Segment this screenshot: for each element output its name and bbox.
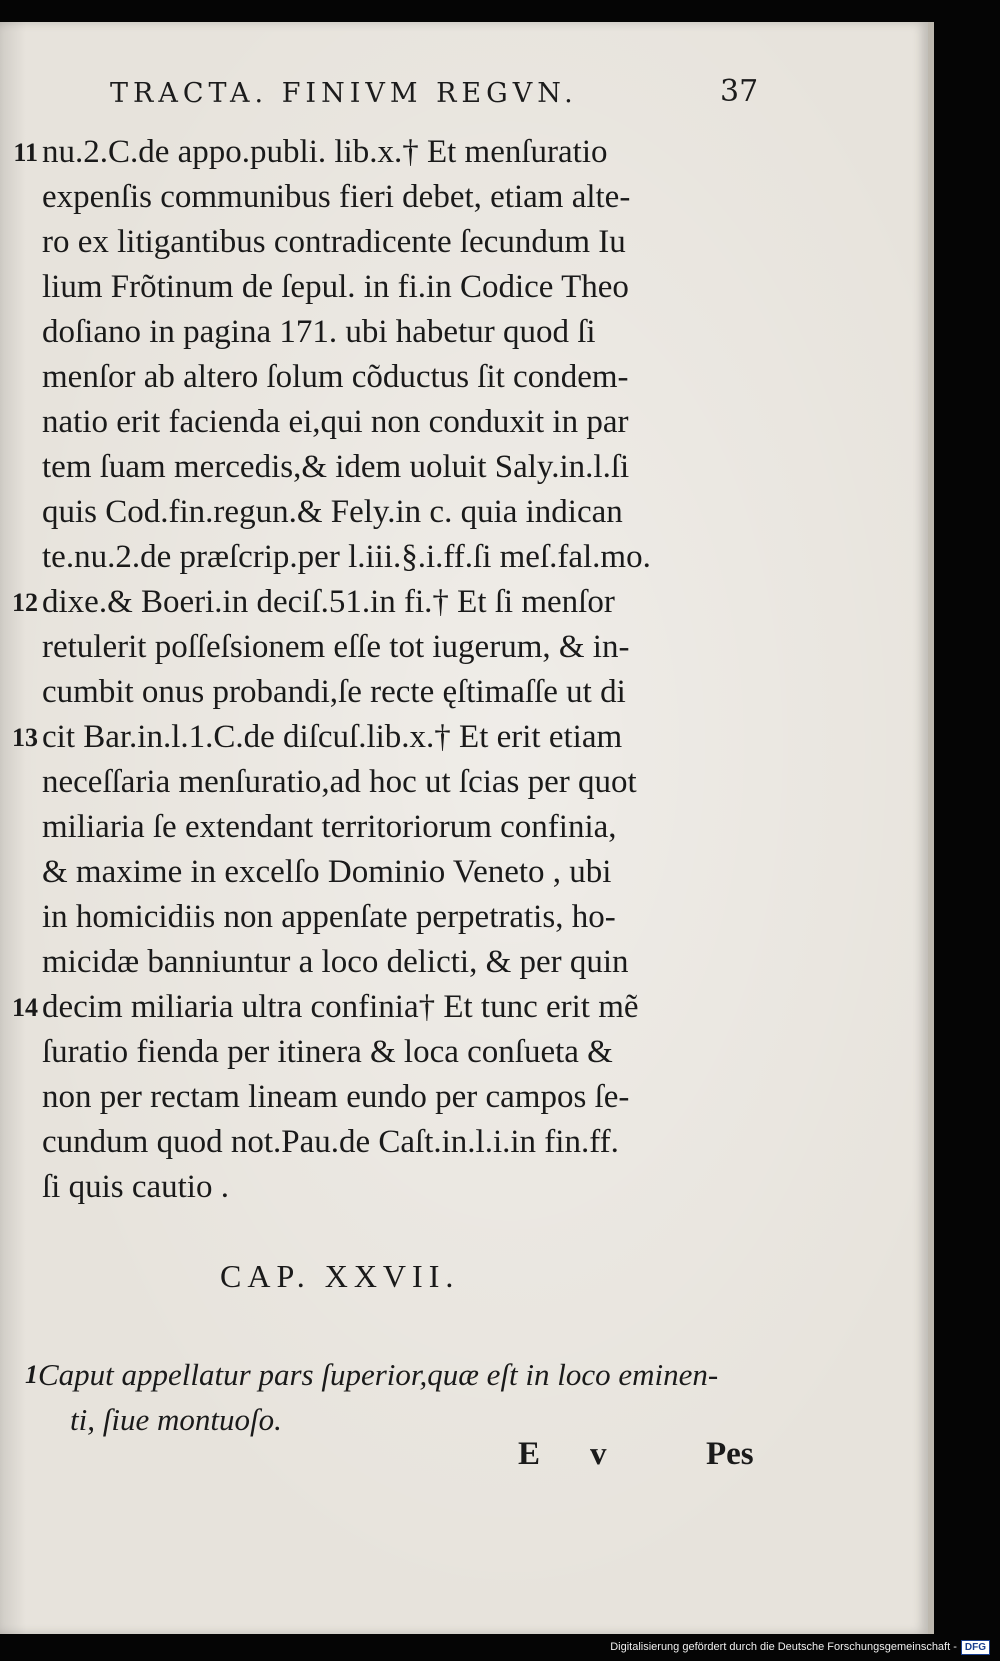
text-line <box>42 535 782 580</box>
line-text: cumbit onus probandi,ſe recte ęſtimaſſe ut di <box>42 674 626 710</box>
text-line <box>42 625 782 670</box>
line-text: & maxime in excelſo Dominio Veneto , ubi <box>42 854 612 890</box>
line-text: doſiano in pagina 171. ubi habetur quod ſi <box>42 314 596 350</box>
text-line <box>42 220 782 265</box>
chapter-heading: CAP. XXVII. <box>220 1258 460 1294</box>
page-number: 37 <box>720 74 759 109</box>
line-text: lium Frõtinum de ſepul. in fi.in Codice Theo <box>42 269 629 305</box>
line-text: tem ſuam mercedis,& idem uoluit Saly.in.l.ſi <box>42 449 630 485</box>
line-text: ti, ſiue montuoſo. <box>70 1402 282 1437</box>
line-text: te.nu.2.de præſcrip.per l.iii.§.i.ff.ſi meſ.fal.mo. <box>42 539 651 575</box>
line-text: non per rectam lineam eundo per campos ſe- <box>42 1079 630 1115</box>
line-text: retulerit poſſeſsionem eſſe tot iugerum, & in- <box>42 629 630 665</box>
dfg-logo: DFG <box>961 1640 990 1655</box>
text-line <box>42 1120 782 1165</box>
signature-mark-number: v <box>590 1436 607 1472</box>
text-line <box>12 715 782 760</box>
line-text: cundum quod not.Pau.de Caſt.in.l.i.in fin.ff. <box>42 1124 619 1160</box>
text-line <box>42 1030 782 1075</box>
text-line <box>42 760 782 805</box>
text-line <box>42 400 782 445</box>
line-text: ſuratio fienda per itinera & loca conſueta & <box>42 1034 613 1070</box>
body-text <box>12 130 782 1210</box>
line-text: ro ex litigantibus contradicente ſecundum Iu <box>42 224 626 260</box>
digitization-footer <box>610 1637 990 1657</box>
chapter-summary <box>25 1352 778 1442</box>
signature-mark: E <box>518 1436 541 1472</box>
text-line <box>12 985 782 1030</box>
line-text: cit Bar.in.l.1.C.de diſcuſ.lib.x.† Et erit etiam <box>42 719 623 755</box>
text-line <box>42 355 782 400</box>
margin-note-number: 1 <box>25 1360 38 1389</box>
line-text: quis Cod.fin.regun.& Fely.in c. quia indican <box>42 494 623 530</box>
text-line <box>38 1397 778 1442</box>
text-line <box>13 130 782 175</box>
line-text: ſi quis cautio . <box>42 1169 229 1205</box>
text-line <box>42 265 782 310</box>
text-line <box>42 895 782 940</box>
text-line <box>42 1075 782 1120</box>
margin-note-number: 14 <box>12 993 38 1022</box>
line-text: Caput appellatur pars ſuperior,quæ eſt in loco eminen- <box>38 1357 719 1392</box>
footer-credit: Digitalisierung gefördert durch die Deutsche Forschungsgemeinschaft - <box>610 1641 957 1653</box>
text-line <box>42 670 782 715</box>
page-edge <box>928 22 934 1634</box>
margin-note-number: 11 <box>13 138 38 167</box>
text-line <box>42 310 782 355</box>
text-line <box>12 580 782 625</box>
margin-note-number: 13 <box>12 723 38 752</box>
text-line <box>42 490 782 535</box>
running-head: TRACTA. FINIVM REGVN. <box>110 78 578 109</box>
text-line <box>42 805 782 850</box>
text-line <box>42 445 782 490</box>
text-line <box>42 940 782 985</box>
line-text: neceſſaria menſuratio,ad hoc ut ſcias per quot <box>42 764 637 800</box>
text-line <box>42 175 782 220</box>
line-text: nu.2.C.de appo.publi. lib.x.† Et menſuratio <box>42 134 608 170</box>
book-page <box>0 22 928 1634</box>
line-text: expenſis communibus fieri debet, etiam alte- <box>42 179 631 215</box>
line-text: decim miliaria ultra confinia† Et tunc erit mẽ <box>42 989 639 1025</box>
line-text: natio erit facienda ei,qui non conduxit in par <box>42 404 629 440</box>
text-line <box>42 1165 782 1210</box>
text-line <box>42 850 782 895</box>
line-text: miliaria ſe extendant territoriorum confinia, <box>42 809 617 845</box>
text-line <box>25 1352 778 1397</box>
catchword: Pes <box>706 1436 754 1472</box>
line-text: micidæ banniuntur a loco delicti, & per quin <box>42 944 629 980</box>
margin-note-number: 12 <box>12 588 38 617</box>
line-text: dixe.& Boeri.in deciſ.51.in fi.† Et ſi menſor <box>42 584 615 620</box>
line-text: menſor ab altero ſolum cõductus ſit condem- <box>42 359 629 395</box>
line-text: in homicidiis non appenſate perpetratis, ho- <box>42 899 616 935</box>
